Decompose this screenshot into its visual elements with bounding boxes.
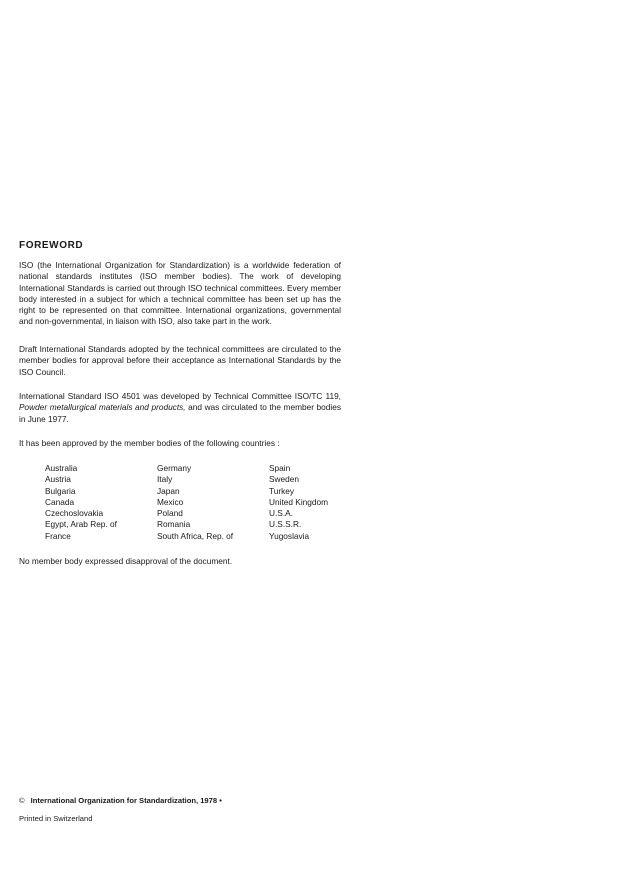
country-item: Canada — [45, 496, 75, 507]
country-item: Turkey — [269, 485, 295, 496]
country-item: Sweden — [269, 474, 299, 485]
country-item: Czechoslovakia — [45, 508, 104, 519]
paragraph-iso-4501-prefix: International Standard ISO 4501 was developed by Technical Committee ISO/TC 119, — [19, 391, 341, 401]
paragraph-iso-4501 — [19, 391, 341, 425]
countries-column-1 — [45, 463, 157, 542]
foreword-heading: FOREWORD — [19, 240, 84, 251]
paragraph-approval: It has been approved by the member bodies of the following countries : — [19, 438, 280, 448]
country-item: Bulgaria — [45, 485, 76, 496]
committee-title: Powder metallurgical materials and products, — [19, 402, 186, 413]
countries-column-3 — [269, 463, 381, 542]
country-item: Yugoslavia — [269, 530, 310, 541]
paragraph-iso-4501-suffix: and was circulated to the member bodies in June 1977. — [19, 402, 341, 424]
copyright-line — [19, 796, 222, 805]
paragraph-no-disapproval: No member body expressed disapproval of the document. — [19, 556, 233, 566]
country-item: Poland — [157, 508, 183, 519]
country-item: Egypt, Arab Rep. of — [45, 519, 117, 530]
country-item: Austria — [45, 474, 71, 485]
country-item: U.S.S.R. — [269, 519, 302, 530]
country-item: Romania — [157, 519, 191, 530]
country-item: Japan — [157, 485, 180, 496]
copyright-icon: © — [19, 796, 25, 805]
countries-column-2 — [157, 463, 269, 542]
printed-in: Printed in Switzerland — [19, 814, 93, 823]
country-item: France — [45, 530, 71, 541]
country-item: Germany — [157, 463, 192, 473]
countries-list — [45, 463, 381, 542]
bullet-icon: • — [219, 796, 222, 805]
paragraph-draft-standards: Draft International Standards adopted by the technical committees are circulated to the member bodies for approval before their acceptance as International Standards by the ISO Council. — [19, 344, 341, 377]
country-item: South Africa, Rep. of — [157, 530, 234, 541]
country-item: Italy — [157, 474, 173, 485]
copyright-text: International Organization for Standardization, 1978 — [30, 796, 218, 805]
country-item: U.S.A. — [269, 508, 293, 519]
country-item: Spain — [269, 463, 291, 473]
country-item: United Kingdom — [269, 496, 329, 507]
paragraph-iso-intro: ISO (the International Organization for Standardization) is a worldwide federation of national standards institutes (ISO member bodies). The work of developing International Standards is carried out through ISO technical committees. Every member body interested in a subject for which a technical committee has been set up has the right to be represented on that committee. International organizations, governmental and non-governmental, in liaison with ISO, also take part in the work. — [19, 260, 341, 327]
country-item: Mexico — [157, 496, 184, 507]
country-item: Australia — [45, 463, 78, 473]
